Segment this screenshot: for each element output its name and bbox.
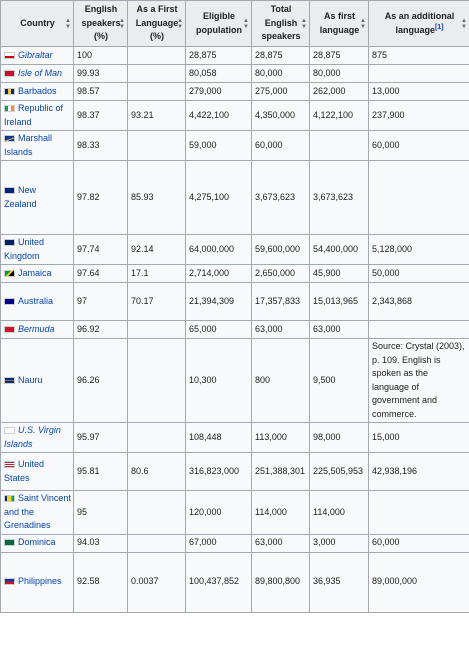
sort-icon[interactable]: ▲ ▼ xyxy=(461,17,467,30)
total-english-cell: 89,800,800 xyxy=(252,552,310,612)
first-lang-pct-cell xyxy=(128,65,186,83)
country-link[interactable]: Saint Vincent and the Grenadines xyxy=(4,493,71,530)
eligible-cell: 4,422,100 xyxy=(186,101,252,131)
first-lang-pct-cell xyxy=(128,491,186,535)
additional-cell xyxy=(369,161,469,235)
flag-icon xyxy=(4,105,15,112)
country-cell xyxy=(1,65,74,83)
flag-icon xyxy=(4,187,15,194)
additional-cell: 875 xyxy=(369,47,469,65)
country-cell xyxy=(1,235,74,265)
header-english-pct-label: English speakers (%) xyxy=(81,4,121,42)
country-link[interactable]: Barbados xyxy=(18,85,57,96)
eligible-cell: 4,275,100 xyxy=(186,161,252,235)
header-total-english[interactable] xyxy=(252,1,310,47)
country-cell xyxy=(1,131,74,161)
eligible-cell: 10,300 xyxy=(186,339,252,423)
total-english-cell: 275,000 xyxy=(252,83,310,101)
first-lang-pct-cell: 85.93 xyxy=(128,161,186,235)
first-lang-pct-cell: 0.0037 xyxy=(128,552,186,612)
flag-icon xyxy=(4,578,15,585)
first-lang-cell: 3,673,623 xyxy=(310,161,369,235)
first-lang-cell: 63,000 xyxy=(310,321,369,339)
first-lang-cell: 3,000 xyxy=(310,534,369,552)
flag-icon xyxy=(4,495,15,502)
additional-cell: 2,343,868 xyxy=(369,283,469,321)
country-link[interactable]: United Kingdom xyxy=(4,237,45,261)
additional-cell: 60,000 xyxy=(369,534,469,552)
flag-icon xyxy=(4,427,15,434)
header-row xyxy=(1,1,469,47)
country-cell xyxy=(1,423,74,453)
total-english-cell: 28,875 xyxy=(252,47,310,65)
header-country-label: Country xyxy=(20,17,55,28)
first-lang-pct-cell: 92.14 xyxy=(128,235,186,265)
country-link[interactable]: New Zealand xyxy=(4,185,37,209)
country-link[interactable]: Nauru xyxy=(18,374,43,385)
additional-cell: Source: Crystal (2003), p. 109. English is spoken as the language of government and commerce. xyxy=(369,339,469,423)
table-row xyxy=(1,265,469,283)
additional-cell: 237,900 xyxy=(369,101,469,131)
first-lang-pct-cell: 93.21 xyxy=(128,101,186,131)
first-lang-pct-cell xyxy=(128,339,186,423)
english-pct-cell: 100 xyxy=(74,47,128,65)
table-row xyxy=(1,65,469,83)
country-link[interactable]: Philippines xyxy=(18,576,62,587)
flag-icon xyxy=(4,461,15,468)
total-english-cell: 60,000 xyxy=(252,131,310,161)
header-eligible-label: Eligible population xyxy=(196,11,242,35)
english-pct-cell: 94.03 xyxy=(74,534,128,552)
eligible-cell: 120,000 xyxy=(186,491,252,535)
sort-icon[interactable]: ▲ ▼ xyxy=(360,17,366,30)
eligible-cell: 279,000 xyxy=(186,83,252,101)
sort-icon[interactable]: ▲ ▼ xyxy=(301,17,307,30)
english-pct-cell: 98.57 xyxy=(74,83,128,101)
flag-icon xyxy=(4,326,15,333)
first-lang-pct-cell xyxy=(128,423,186,453)
table-row xyxy=(1,161,469,235)
total-english-cell: 3,673,623 xyxy=(252,161,310,235)
additional-cell xyxy=(369,491,469,535)
table-row xyxy=(1,83,469,101)
flag-icon xyxy=(4,298,15,305)
first-lang-cell: 15,013,965 xyxy=(310,283,369,321)
country-cell xyxy=(1,534,74,552)
table-row xyxy=(1,453,469,491)
total-english-cell: 59,600,000 xyxy=(252,235,310,265)
eligible-cell: 67,000 xyxy=(186,534,252,552)
country-cell xyxy=(1,83,74,101)
additional-cell: 60,000 xyxy=(369,131,469,161)
eligible-cell: 28,875 xyxy=(186,47,252,65)
flag-icon xyxy=(4,70,15,77)
eligible-cell: 80,058 xyxy=(186,65,252,83)
reference-link[interactable]: [1] xyxy=(434,23,444,31)
first-lang-cell: 98,000 xyxy=(310,423,369,453)
table-row xyxy=(1,491,469,535)
table-row xyxy=(1,283,469,321)
table-row xyxy=(1,47,469,65)
total-english-cell: 113,000 xyxy=(252,423,310,453)
english-pct-cell: 97.64 xyxy=(74,265,128,283)
english-pct-cell: 96.26 xyxy=(74,339,128,423)
country-link[interactable]: U.S. Virgin Islands xyxy=(4,425,61,449)
first-lang-pct-cell xyxy=(128,131,186,161)
country-link[interactable]: Marshall Islands xyxy=(4,133,53,157)
header-first-lang-pct-label: As a First Language (%) xyxy=(135,4,179,42)
total-english-cell: 17,357,833 xyxy=(252,283,310,321)
eligible-cell: 65,000 xyxy=(186,321,252,339)
country-link[interactable]: Jamaica xyxy=(18,267,52,278)
first-lang-cell: 262,000 xyxy=(310,83,369,101)
header-first-lang-label: As first language xyxy=(319,11,360,35)
flag-icon xyxy=(4,135,15,142)
english-pct-cell: 99.93 xyxy=(74,65,128,83)
english-pct-cell: 97.82 xyxy=(74,161,128,235)
first-lang-cell xyxy=(310,131,369,161)
table-body xyxy=(1,47,469,613)
flag-icon xyxy=(4,239,15,246)
english-pct-cell: 97 xyxy=(74,283,128,321)
additional-cell: 42,938,196 xyxy=(369,453,469,491)
total-english-cell: 4,350,000 xyxy=(252,101,310,131)
eligible-cell: 316,823,000 xyxy=(186,453,252,491)
flag-icon xyxy=(4,539,15,546)
english-pct-cell: 95.97 xyxy=(74,423,128,453)
flag-icon xyxy=(4,52,15,59)
sort-icon[interactable]: ▲ ▼ xyxy=(177,17,183,30)
eligible-cell: 64,000,000 xyxy=(186,235,252,265)
header-country[interactable] xyxy=(1,1,74,47)
first-lang-pct-cell xyxy=(128,83,186,101)
country-cell xyxy=(1,265,74,283)
english-pct-cell: 96.92 xyxy=(74,321,128,339)
country-link[interactable]: Australia xyxy=(18,295,54,306)
first-lang-cell: 54,400,000 xyxy=(310,235,369,265)
header-english-pct[interactable] xyxy=(74,1,128,47)
flag-icon xyxy=(4,88,15,95)
country-cell xyxy=(1,161,74,235)
additional-cell xyxy=(369,321,469,339)
country-cell xyxy=(1,339,74,423)
country-link[interactable]: Isle of Man xyxy=(18,67,63,78)
header-total-english-label: Total English speakers xyxy=(261,4,301,42)
first-lang-cell: 80,000 xyxy=(310,65,369,83)
english-pct-cell: 98.33 xyxy=(74,131,128,161)
first-lang-pct-cell xyxy=(128,321,186,339)
sort-icon[interactable]: ▲ ▼ xyxy=(119,17,125,30)
table-row xyxy=(1,101,469,131)
eligible-cell: 59,000 xyxy=(186,131,252,161)
header-additional[interactable] xyxy=(369,1,469,47)
country-cell xyxy=(1,491,74,535)
additional-cell: 89,000,000 xyxy=(369,552,469,612)
header-first-lang-pct[interactable] xyxy=(128,1,186,47)
total-english-cell: 63,000 xyxy=(252,534,310,552)
header-additional-label: As an additional language xyxy=(384,11,455,35)
additional-cell xyxy=(369,65,469,83)
table-row xyxy=(1,423,469,453)
first-lang-cell: 4,122,100 xyxy=(310,101,369,131)
total-english-cell: 800 xyxy=(252,339,310,423)
first-lang-pct-cell xyxy=(128,534,186,552)
total-english-cell: 251,388,301 xyxy=(252,453,310,491)
country-cell xyxy=(1,321,74,339)
first-lang-cell: 36,935 xyxy=(310,552,369,612)
first-lang-cell: 9,500 xyxy=(310,339,369,423)
english-pct-cell: 98.37 xyxy=(74,101,128,131)
country-link[interactable]: Dominica xyxy=(18,537,56,548)
first-lang-cell: 28,875 xyxy=(310,47,369,65)
additional-cell: 15,000 xyxy=(369,423,469,453)
total-english-cell: 63,000 xyxy=(252,321,310,339)
country-cell xyxy=(1,453,74,491)
table-row xyxy=(1,339,469,423)
flag-icon xyxy=(4,270,15,277)
flag-icon xyxy=(4,377,15,384)
header-eligible[interactable] xyxy=(186,1,252,47)
country-link[interactable]: Bermuda xyxy=(18,323,55,334)
table-row xyxy=(1,534,469,552)
total-english-cell: 114,000 xyxy=(252,491,310,535)
additional-cell: 50,000 xyxy=(369,265,469,283)
country-cell xyxy=(1,552,74,612)
english-pct-cell: 92.58 xyxy=(74,552,128,612)
first-lang-pct-cell: 17.1 xyxy=(128,265,186,283)
first-lang-cell: 225,505,953 xyxy=(310,453,369,491)
table-row xyxy=(1,321,469,339)
country-cell xyxy=(1,283,74,321)
english-pct-cell: 95.81 xyxy=(74,453,128,491)
header-first-lang[interactable] xyxy=(310,1,369,47)
additional-cell: 13,000 xyxy=(369,83,469,101)
total-english-cell: 2,650,000 xyxy=(252,265,310,283)
additional-cell: 5,128,000 xyxy=(369,235,469,265)
eligible-cell: 108,448 xyxy=(186,423,252,453)
table-row xyxy=(1,131,469,161)
first-lang-cell: 45,900 xyxy=(310,265,369,283)
english-pct-cell: 97.74 xyxy=(74,235,128,265)
country-link[interactable]: Gibraltar xyxy=(18,49,53,60)
eligible-cell: 100,437,852 xyxy=(186,552,252,612)
first-lang-cell: 114,000 xyxy=(310,491,369,535)
first-lang-pct-cell xyxy=(128,47,186,65)
english-pct-cell: 95 xyxy=(74,491,128,535)
first-lang-pct-cell: 80.6 xyxy=(128,453,186,491)
sort-icon[interactable]: ▲ ▼ xyxy=(65,17,71,30)
first-lang-pct-cell: 70.17 xyxy=(128,283,186,321)
country-cell xyxy=(1,47,74,65)
eligible-cell: 2,714,000 xyxy=(186,265,252,283)
eligible-cell: 21,394,309 xyxy=(186,283,252,321)
table-row xyxy=(1,552,469,612)
country-link[interactable]: United States xyxy=(4,459,45,483)
sort-icon[interactable]: ▲ ▼ xyxy=(243,17,249,30)
country-link[interactable]: Republic of Ireland xyxy=(4,103,64,127)
total-english-cell: 80,000 xyxy=(252,65,310,83)
country-cell xyxy=(1,101,74,131)
table-row xyxy=(1,235,469,265)
